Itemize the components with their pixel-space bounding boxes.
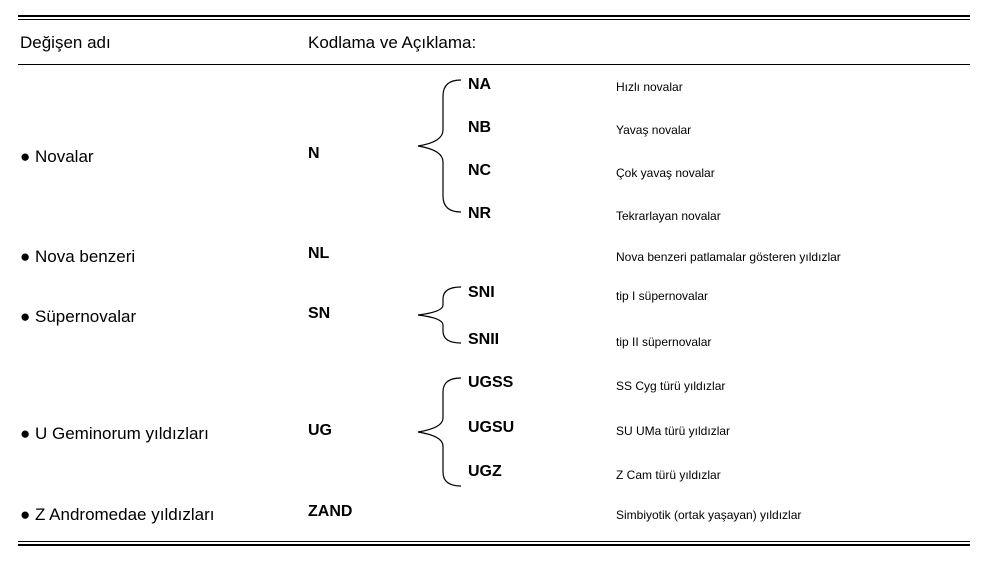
desc-ugz: Z Cam türü yıldızlar	[616, 468, 721, 482]
desc-nr: Tekrarlayan novalar	[616, 209, 721, 223]
brace-ugeminorum	[418, 378, 461, 486]
desc-zand: Simbiyotik (ortak yaşayan) yıldızlar	[616, 508, 802, 522]
subcode-na: NA	[468, 76, 492, 93]
desc-na: Hızlı novalar	[616, 80, 683, 94]
row-name-u-geminorum: ● U Geminorum yıldızları	[20, 424, 209, 443]
header-variable-name: Değişen adı	[20, 33, 111, 52]
row-name-nova-benzeri: ● Nova benzeri	[20, 247, 136, 266]
row-code-zand: ZAND	[308, 503, 353, 520]
row-name-supernovalar: ● Süpernovalar	[20, 307, 137, 326]
subcode-ugss: UGSS	[468, 374, 514, 391]
desc-sni: tip I süpernovalar	[616, 289, 709, 303]
desc-nc: Çok yavaş novalar	[616, 166, 715, 180]
subcode-nc: NC	[468, 162, 492, 179]
subcode-ugz: UGZ	[468, 463, 502, 480]
subcode-ugsu: UGSU	[468, 419, 515, 436]
desc-ugsu: SU UMa türü yıldızlar	[616, 424, 731, 438]
brace-supernovalar	[418, 287, 461, 343]
brace-novalar	[418, 80, 461, 212]
row-code-nl: NL	[308, 245, 330, 262]
desc-snii: tip II süpernovalar	[616, 335, 712, 349]
row-name-z-andromedae: ● Z Andromedae yıldızları	[20, 505, 215, 524]
row-code-n: N	[308, 145, 320, 162]
header-coding: Kodlama ve Açıklama:	[308, 33, 477, 52]
desc-nb: Yavaş novalar	[616, 123, 692, 137]
subcode-nr: NR	[468, 205, 492, 222]
desc-nl: Nova benzeri patlamalar gösteren yıldızlar	[616, 250, 841, 264]
subcode-snii: SNII	[468, 331, 500, 348]
subcode-sni: SNI	[468, 284, 495, 301]
subcode-nb: NB	[468, 119, 492, 136]
row-code-ug: UG	[308, 422, 332, 439]
desc-ugss: SS Cyg türü yıldızlar	[616, 379, 726, 393]
row-code-sn: SN	[308, 305, 331, 322]
row-name-novalar: ● Novalar	[20, 147, 94, 166]
